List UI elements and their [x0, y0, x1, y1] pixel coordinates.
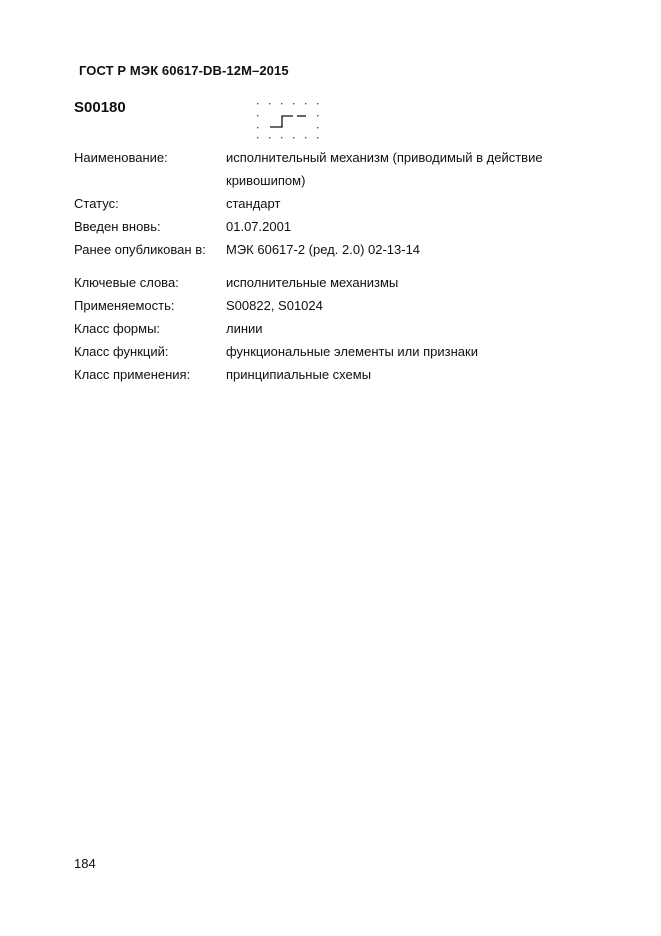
field-value [226, 146, 626, 192]
field-label: Класс применения: [74, 367, 191, 382]
field-label: Ранее опубликован в: [74, 242, 206, 257]
field-label: Наименование: [74, 150, 168, 165]
field-value: 01.07.2001 [226, 219, 292, 234]
field-value: стандарт [226, 196, 281, 211]
field-value-line: кривошипом) [226, 173, 306, 188]
page-number: 184 [74, 856, 96, 871]
field-value: функциональные элементы или признаки [226, 344, 478, 359]
field-label: Статус: [74, 196, 119, 211]
field-label: Введен вновь: [74, 219, 161, 234]
field-value-line: исполнительный механизм (приводимый в действие [226, 150, 543, 165]
field-label: Класс функций: [74, 344, 169, 359]
crank-actuator-symbol-icon [252, 99, 324, 143]
field-value: исполнительные механизмы [226, 275, 399, 290]
field-value: S00822, S01024 [226, 298, 323, 313]
field-label: Применяемость: [74, 298, 175, 313]
document-header: ГОСТ Р МЭК 60617-DB-12М–2015 [79, 63, 289, 78]
field-value: МЭК 60617-2 (ред. 2.0) 02-13-14 [226, 242, 421, 257]
field-label: Ключевые слова: [74, 275, 179, 290]
field-value: принципиальные схемы [226, 367, 372, 382]
field-value: линии [226, 321, 263, 336]
symbol-code: S00180 [74, 99, 126, 116]
field-label: Класс формы: [74, 321, 161, 336]
